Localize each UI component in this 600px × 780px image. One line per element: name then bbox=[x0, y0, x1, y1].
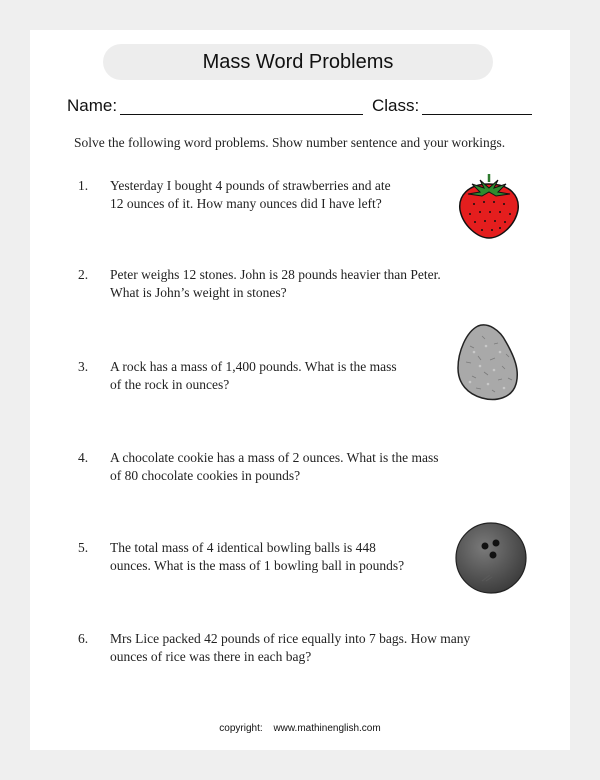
problem-line: 12 ounces of it. How many ounces did I have left? bbox=[110, 196, 382, 211]
name-field[interactable] bbox=[120, 114, 363, 115]
problem-line: Peter weighs 12 stones. John is 28 pounds heavier than Peter. bbox=[110, 267, 441, 282]
problem-text bbox=[110, 177, 470, 213]
rock-icon bbox=[454, 322, 524, 404]
problem-line: A chocolate cookie has a mass of 2 ounces. What is the mass bbox=[110, 450, 439, 465]
problem-line: What is John’s weight in stones? bbox=[110, 285, 287, 300]
problem-line: of the rock in ounces? bbox=[110, 377, 230, 392]
page-title: Mass Word Problems bbox=[103, 44, 493, 80]
footer bbox=[30, 723, 570, 734]
problem-text bbox=[110, 358, 470, 394]
problem-text bbox=[110, 539, 470, 575]
problem-number: 1. bbox=[78, 178, 89, 193]
worksheet bbox=[30, 30, 570, 750]
problem-number: 2. bbox=[78, 267, 89, 282]
problem-number: 5. bbox=[78, 540, 89, 555]
copyright-label: copyright: bbox=[219, 723, 263, 734]
bowling-ball-icon bbox=[454, 521, 528, 595]
strawberry-icon bbox=[458, 172, 520, 240]
problem-number: 4. bbox=[78, 450, 89, 465]
problem-line: The total mass of 4 identical bowling balls is 448 bbox=[110, 540, 376, 555]
problem-number: 6. bbox=[78, 631, 89, 646]
name-label: Name: bbox=[67, 96, 118, 115]
problem-line: ounces of rice was there in each bag? bbox=[110, 649, 312, 664]
problem-line: Mrs Lice packed 42 pounds of rice equally into 7 bags. How many bbox=[110, 631, 471, 646]
class-field[interactable] bbox=[422, 114, 532, 115]
problem-line: A rock has a mass of 1,400 pounds. What is the mass bbox=[110, 359, 397, 374]
problem-number: 3. bbox=[78, 359, 89, 374]
class-label: Class: bbox=[372, 96, 420, 115]
problem-text bbox=[110, 266, 470, 302]
problem-line: ounces. What is the mass of 1 bowling ball in pounds? bbox=[110, 558, 405, 573]
problem-text bbox=[110, 449, 510, 485]
problem-line: Yesterday I bought 4 pounds of strawberries and ate bbox=[110, 178, 391, 193]
problem-text bbox=[110, 630, 530, 666]
instructions: Solve the following word problems. Show number sentence and your workings. bbox=[74, 135, 506, 150]
website-link[interactable]: www.mathinenglish.com bbox=[273, 723, 381, 734]
problem-line: of 80 chocolate cookies in pounds? bbox=[110, 468, 301, 483]
